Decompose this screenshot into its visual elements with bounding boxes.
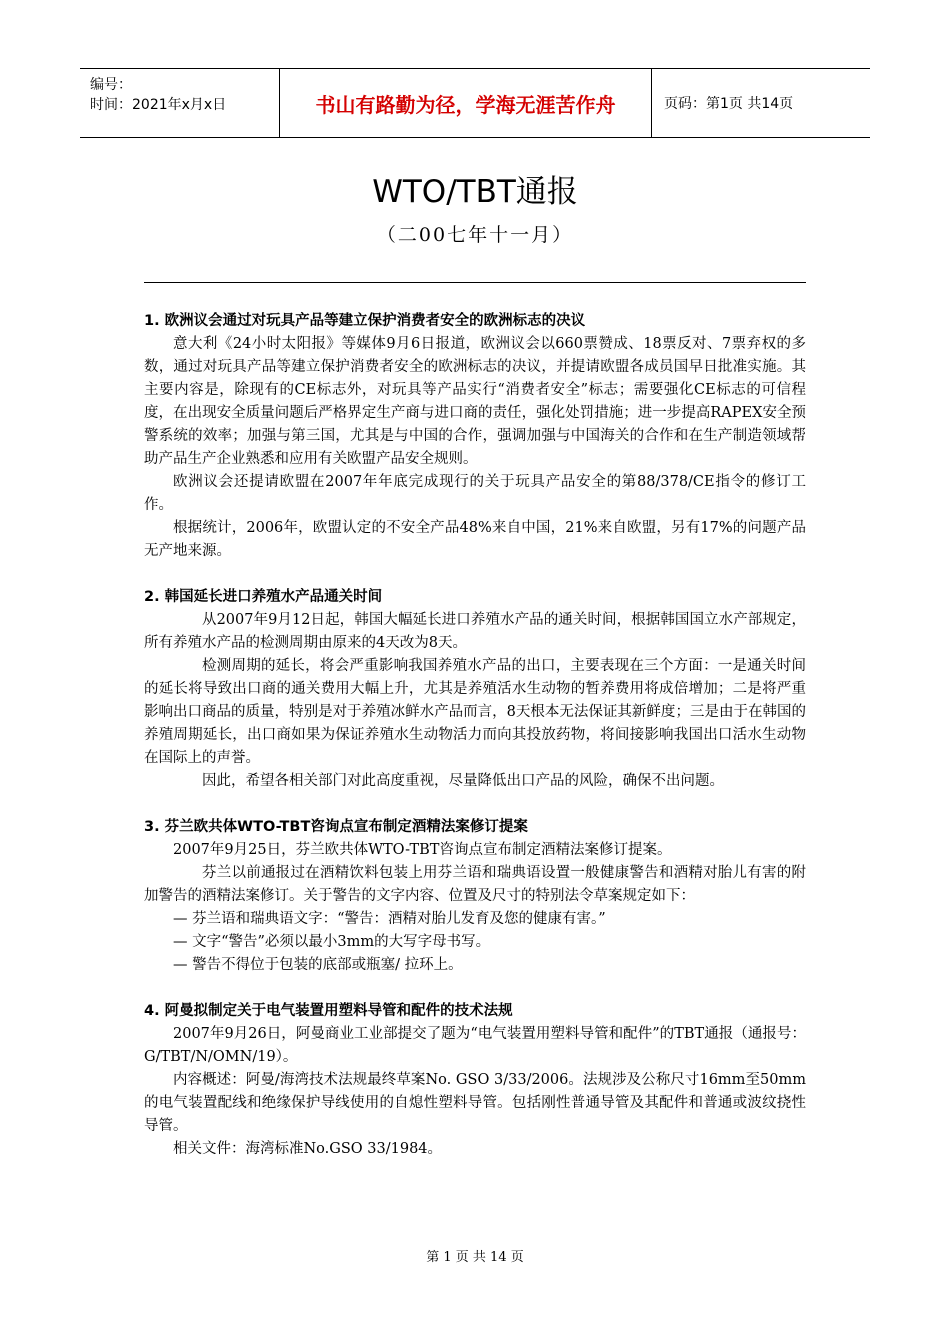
header-meta <box>80 69 280 137</box>
section-heading: 2. 韩国延长进口养殖水产品通关时间 <box>144 589 383 605</box>
paragraph: 2007年9月25日，芬兰欧共体WTO-TBT咨询点宣布制定酒精法案修订提案。 <box>173 842 672 858</box>
paragraph: 相关文件：海湾标准No.GSO 33/1984。 <box>173 1141 443 1157</box>
section-2 <box>144 586 806 793</box>
paragraph: 检测周期的延长，将会严重影响我国养殖水产品的出口，主要表现在三个方面：一是通关时间的延长将导致出口商的通关费用大幅上升，尤其是养殖活水生动物的暂养费用将成倍增加；二是将严重影响出口商品的质量，特别是对于养殖冰鲜水产品而言，8天根本无法保证其新鲜度；三是由于在韩国的养殖周期延长，出口商如果为保证养殖水生动物活力而向其投放药物，将间接影响我国出口活水生动物在国际上的声誉。 <box>144 658 806 766</box>
section-heading: 1. 欧洲议会通过对玩具产品等建立保护消费者安全的欧洲标志的决议 <box>144 313 586 329</box>
title-divider <box>144 282 806 283</box>
page-footer: 第 1 页 共 14 页 <box>426 1250 524 1265</box>
document-title: WTO/TBT通报 <box>372 174 578 210</box>
paragraph: 因此，希望各相关部门对此高度重视，尽量降低出口产品的风险，确保不出问题。 <box>202 773 724 789</box>
paragraph: 2007年9月26日，阿曼商业工业部提交了题为“电气装置用塑料导管和配件”的TBT通报（通报号：G/TBT/N/OMN/19）。 <box>144 1026 806 1065</box>
paragraph: 根据统计，2006年，欧盟认定的不安全产品48%来自中国，21%来自欧盟，另有17%的问题产品无产地来源。 <box>144 520 806 559</box>
section-heading: 4. 阿曼拟制定关于电气装置用塑料导管和配件的技术法规 <box>144 1003 513 1019</box>
page-header <box>80 68 870 138</box>
header-number: 编号： <box>90 77 132 93</box>
header-motto: 书山有路勤为径，学海无涯苦作舟 <box>280 69 652 137</box>
header-page-info: 页码：第1页 共14页 <box>664 96 794 112</box>
section-4 <box>144 1000 806 1161</box>
paragraph: 内容概述：阿曼/海湾技术法规最终草案No. GSO 3/33/2006。法规涉及公称尺寸16mm至50mm的电气装置配线和绝缘保护导线使用的自熄性塑料导管。包括刚性普通导管及其配件和普通或波纹挠性导管。 <box>144 1072 806 1134</box>
document-body <box>144 310 806 1184</box>
section-1 <box>144 310 806 563</box>
list-item: — 警告不得位于包装的底部或瓶塞/ 拉环上。 <box>173 957 463 973</box>
paragraph: 欧洲议会还提请欧盟在2007年年底完成现行的关于玩具产品安全的第88/378/CE指令的修订工作。 <box>144 474 806 513</box>
document-subtitle: （二00七年十一月） <box>376 224 574 246</box>
section-heading: 3. 芬兰欧共体WTO-TBT咨询点宣布制定酒精法案修订提案 <box>144 819 528 835</box>
list-item: — 芬兰语和瑞典语文字：“警告：酒精对胎儿发育及您的健康有害。” <box>173 911 606 927</box>
header-time: 时间：2021年x月x日 <box>90 97 227 113</box>
paragraph: 意大利《24小时太阳报》等媒体9月6日报道，欧洲议会以660票赞成、18票反对、7票弃权的多数，通过对玩具产品等建立保护消费者安全的欧洲标志的决议，并提请欧盟各成员国早日批准实施。其主要内容是，除现有的CE标志外，对玩具等产品实行“消费者安全”标志；需要强化CE标志的可信程度，在出现安全质量问题后严格界定生产商与进口商的责任，强化处罚措施；进一步提高RAPEX安全预警系统的效率；加强与第三国，尤其是与中国的合作，强调加强与中国海关的合作和在生产制造领域帮助产品生产企业熟悉和应用有关欧盟产品安全规则。 <box>144 336 806 467</box>
section-3 <box>144 816 806 977</box>
list-item: — 文字“警告”必须以最小3mm的大写字母书写。 <box>173 934 491 950</box>
paragraph: 芬兰以前通报过在酒精饮料包装上用芬兰语和瑞典语设置一般健康警告和酒精对胎儿有害的附加警告的酒精法案修订。关于警告的文字内容、位置及尺寸的特别法令草案规定如下： <box>144 865 806 904</box>
paragraph: 从2007年9月12日起，韩国大幅延长进口养殖水产品的通关时间，根据韩国国立水产部规定，所有养殖水产品的检测周期由原来的4天改为8天。 <box>144 612 806 651</box>
